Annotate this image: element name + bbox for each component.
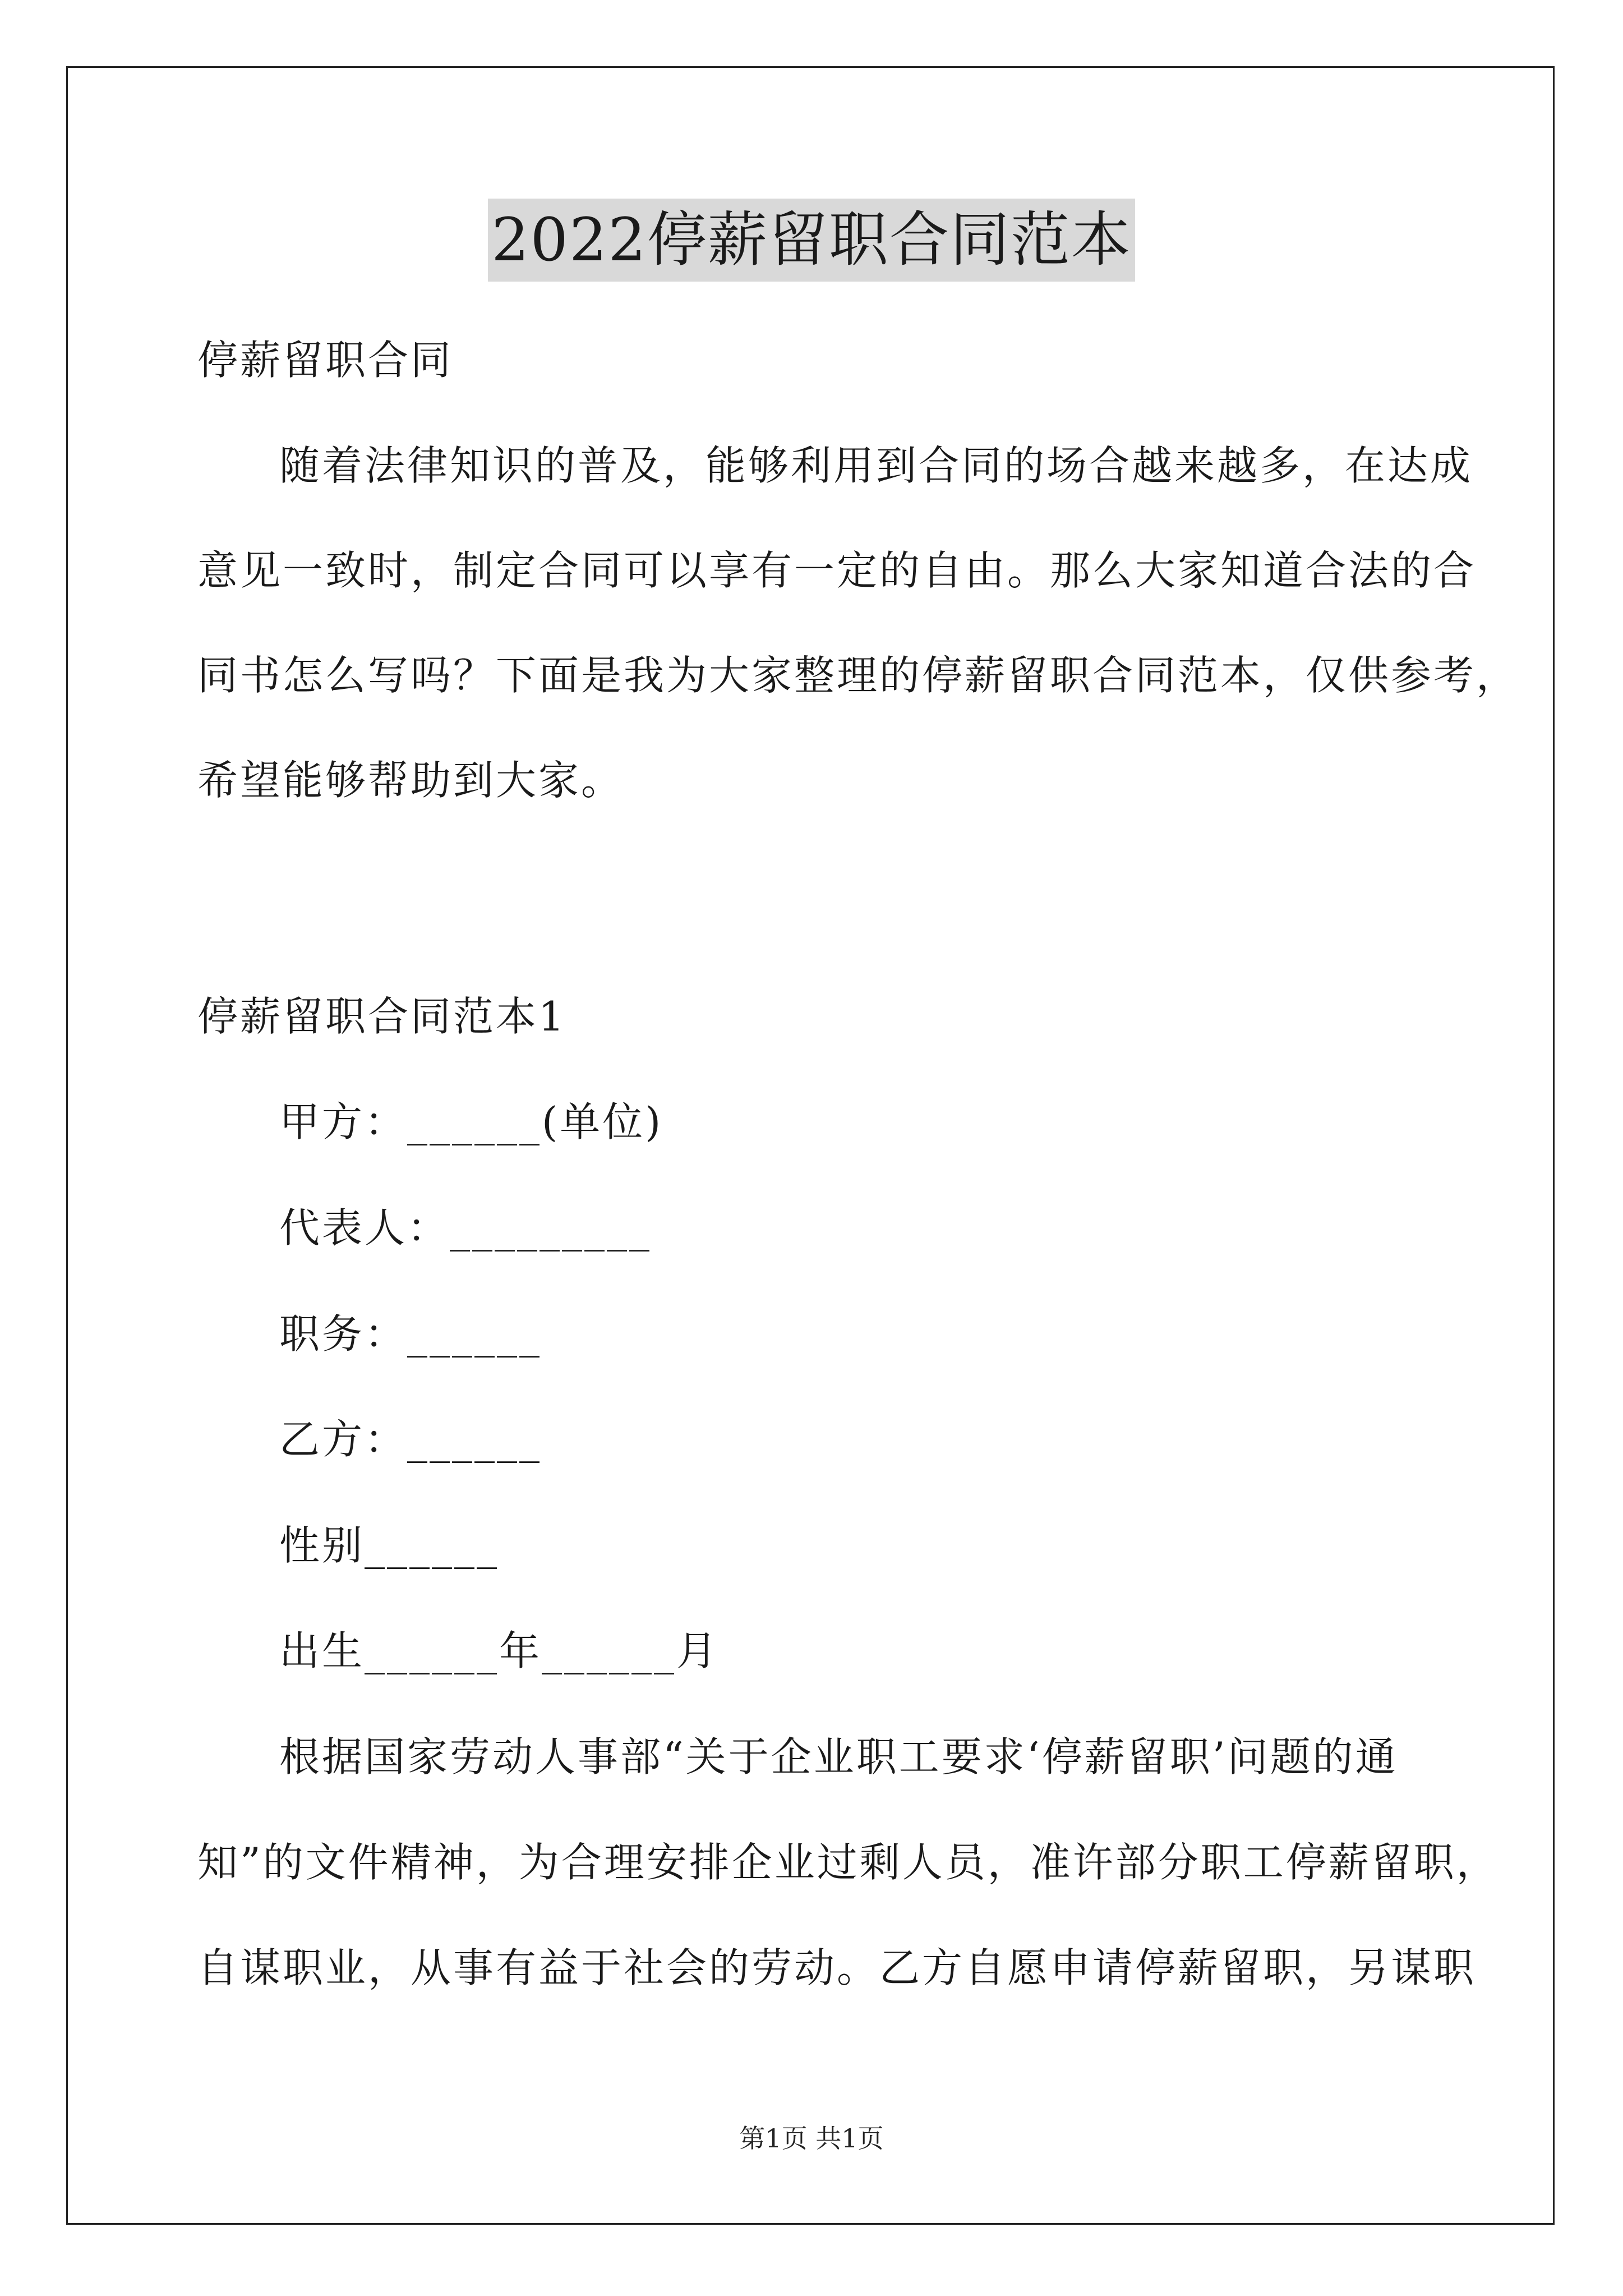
intro-line-3: 同书怎么写吗？下面是我为大家整理的停薪留职合同范本，仅供参考， bbox=[197, 652, 1519, 699]
page-footer: 第1页 共1页 bbox=[739, 2123, 884, 2154]
document-subtitle: 停薪留职合同 bbox=[197, 337, 454, 384]
body-line-3: 自谋职业，从事有益于社会的劳动。乙方自愿申请停薪留职，另谋职 bbox=[197, 1944, 1477, 1991]
document-title: 2022停薪留职合同范本 bbox=[488, 199, 1135, 282]
body-line-1: 根据国家劳动人事部“关于企业职工要求‘停薪留职’问题的通 bbox=[279, 1733, 1398, 1780]
section-heading: 停薪留职合同范本1 bbox=[197, 993, 566, 1040]
intro-line-2: 意见一致时，制定合同可以享有一定的自由。那么大家知道合法的合 bbox=[197, 547, 1477, 594]
intro-line-1: 随着法律知识的普及，能够利用到合同的场合越来越多，在达成 bbox=[279, 442, 1473, 489]
field-position: 职务：______ bbox=[279, 1310, 542, 1358]
field-gender: 性别______ bbox=[279, 1522, 500, 1569]
body-line-2: 知”的文件精神，为合理安排企业过剩人员，准许部分职工停薪留职， bbox=[197, 1839, 1499, 1886]
field-party-b: 乙方：______ bbox=[279, 1416, 542, 1463]
intro-line-4: 希望能够帮助到大家。 bbox=[197, 757, 624, 804]
field-birth: 出生______年______月 bbox=[279, 1627, 720, 1674]
field-party-a: 甲方：______(单位) bbox=[279, 1098, 663, 1145]
title-container bbox=[0, 199, 1623, 282]
field-representative: 代表人：_________ bbox=[279, 1204, 652, 1251]
